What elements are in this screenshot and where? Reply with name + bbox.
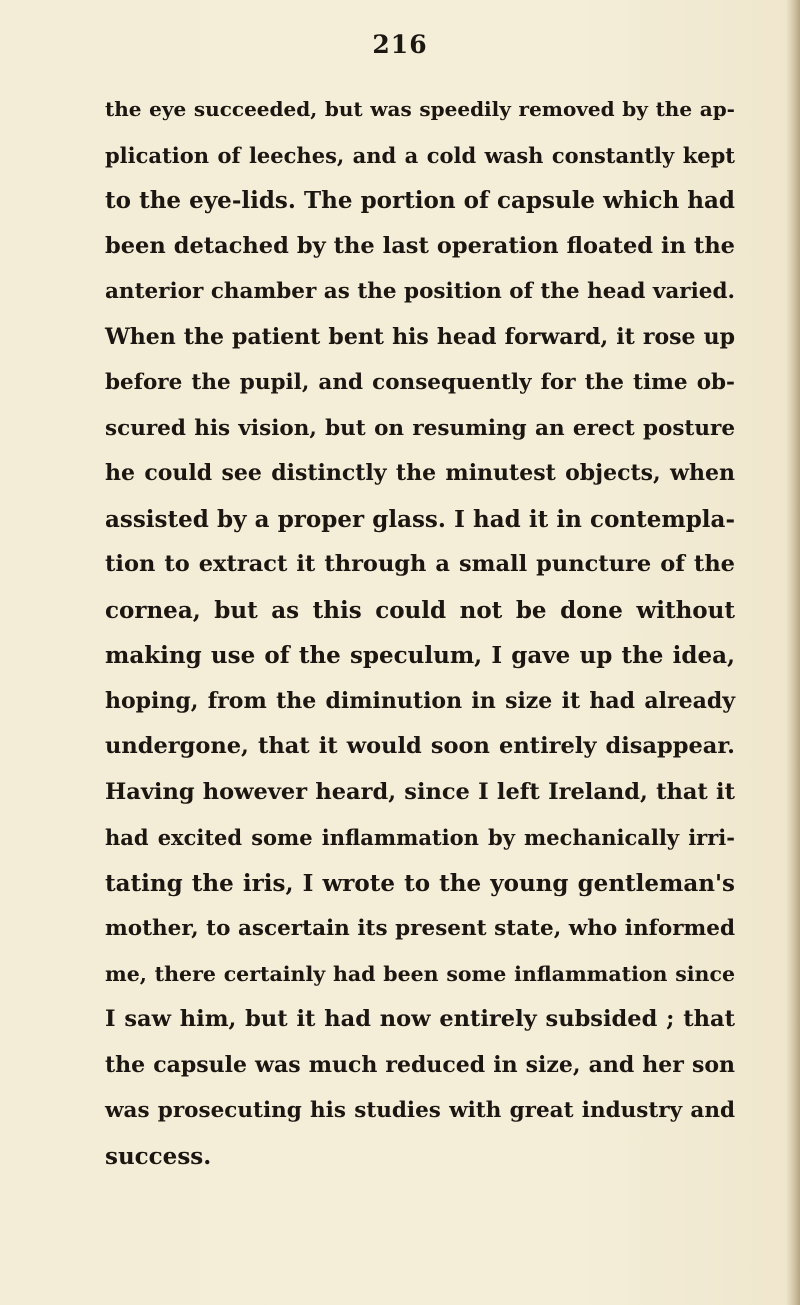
text-line: before the pupil, and consequently for the time ob- bbox=[105, 370, 735, 395]
page-edge-shadow bbox=[786, 0, 800, 1305]
body-text bbox=[105, 87, 735, 1179]
page-number: 216 bbox=[372, 30, 428, 59]
text-line: was prosecuting his studies with great industry and bbox=[105, 1098, 735, 1123]
text-line: tion to extract it through a small puncture of the bbox=[105, 551, 735, 577]
text-line: been detached by the last operation floated in the bbox=[105, 232, 735, 259]
text-line: mother, to ascertain its present state, who informed bbox=[105, 916, 735, 941]
text-line: assisted by a proper glass. I had it in contempla- bbox=[105, 505, 735, 533]
text-line: had excited some inflammation by mechanically irri- bbox=[105, 825, 735, 850]
text-line: Having however heard, since I left Ireland, that it bbox=[105, 778, 735, 805]
text-line: making use of the speculum, I gave up the idea, bbox=[105, 642, 735, 669]
text-line: tating the iris, I wrote to the young gentleman's bbox=[105, 869, 735, 897]
text-line: the capsule was much reduced in size, and her son bbox=[105, 1051, 735, 1078]
text-line: the eye succeeded, but was speedily removed by the ap- bbox=[105, 97, 735, 121]
text-line: I saw him, but it had now entirely subsided ; that bbox=[105, 1006, 735, 1032]
text-line: anterior chamber as the position of the head varied. bbox=[105, 279, 735, 304]
text-line: plication of leeches, and a cold wash constantly kept bbox=[105, 142, 735, 168]
text-line: he could see distinctly the minutest objects, when bbox=[105, 460, 735, 486]
text-line: to the eye-lids. The portion of capsule which had bbox=[105, 187, 735, 214]
text-line: undergone, that it would soon entirely disappear. bbox=[105, 733, 735, 759]
text-line: success. bbox=[105, 1142, 212, 1170]
text-line: hoping, from the diminution in size it had already bbox=[105, 687, 735, 714]
text-line: When the patient bent his head forward, it rose up bbox=[105, 323, 735, 350]
text-line: me, there certainly had been some inflammation since bbox=[105, 961, 735, 986]
text-line: cornea, but as this could not be done without bbox=[105, 596, 735, 624]
text-line: scured his vision, but on resuming an erect posture bbox=[105, 415, 735, 441]
